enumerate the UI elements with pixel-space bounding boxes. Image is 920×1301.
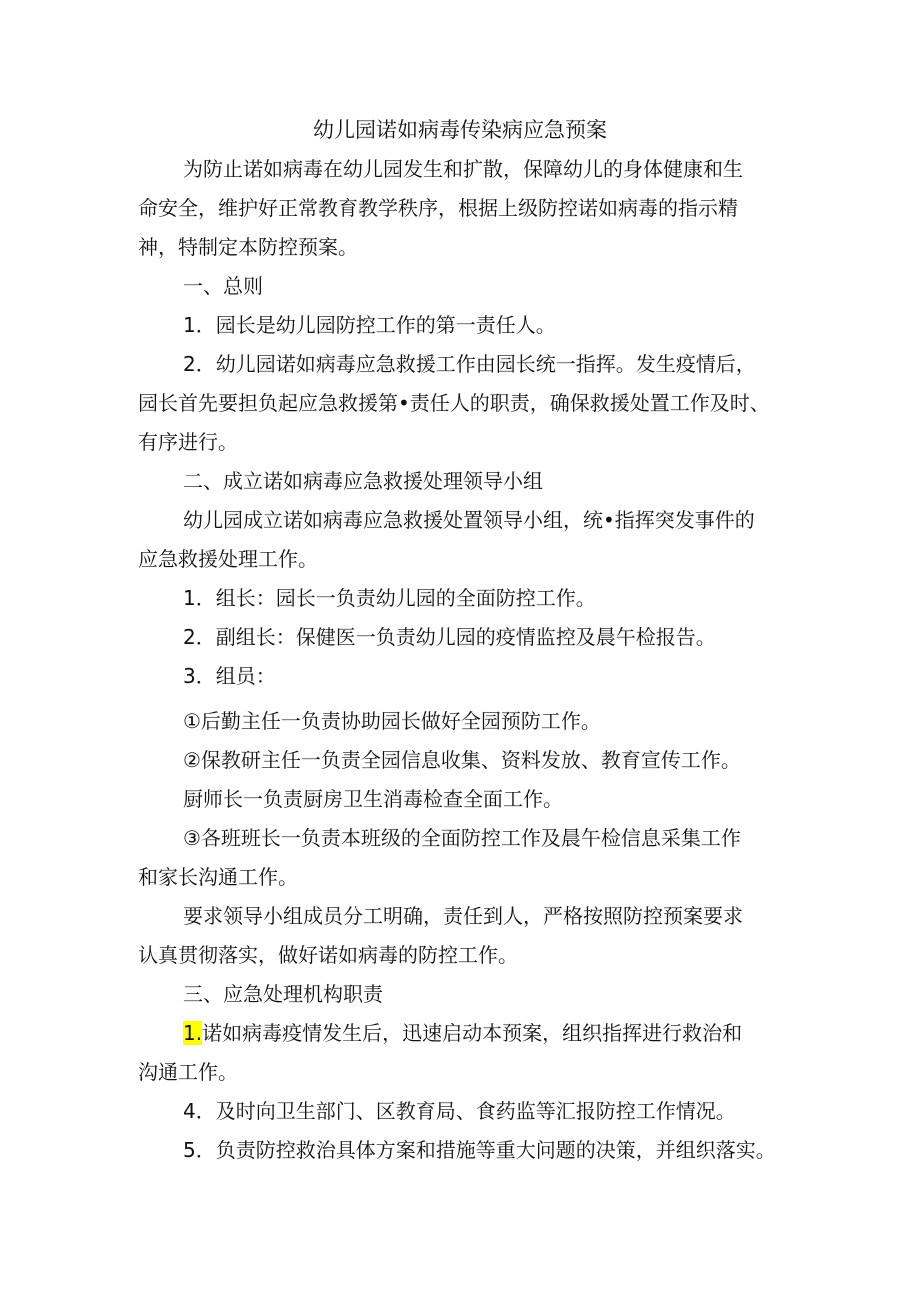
list-item: [183, 1019, 742, 1047]
paragraph-line: 命安全，维护好正常教育教学秩序，根据上级防控诺如病毒的指示精: [138, 196, 738, 220]
list-item: 1．园长是幼儿园防控工作的第一责任人。: [183, 313, 556, 337]
paragraph-line: 有序进行。: [138, 430, 238, 454]
paragraph-line: 为防止诺如病毒在幼儿园发生和扩散，保障幼儿的身体健康和生: [183, 157, 743, 181]
list-item: 厨师长一负责厨房卫生消毒检查全面工作。: [183, 787, 563, 811]
list-item-text: 诺如病毒疫情发生后，迅速启动本预案，组织指挥进行救治和: [202, 1021, 743, 1045]
list-item: ①后勤主任一负责协助园长做好全园预防工作。: [183, 709, 601, 733]
list-item: ③各班班长一负责本班级的全面防控工作及晨午检信息采集工作: [183, 826, 741, 850]
paragraph-line: 神，特制定本防控预案。: [138, 235, 358, 259]
section-heading: 二、成立诺如病毒应急救援处理领导小组: [183, 469, 543, 493]
paragraph-line: 认真贯彻落实，做好诺如病毒的防控工作。: [138, 943, 518, 967]
section-heading: 三、应急处理机构职责: [183, 982, 383, 1006]
paragraph-line: 沟通工作。: [138, 1060, 238, 1084]
list-item: 2．幼儿园诺如病毒应急救援工作由园长统一指挥。发生疫情后，: [183, 352, 756, 376]
section-heading: 一、总则: [183, 274, 263, 298]
paragraph-line: 和家长沟通工作。: [138, 865, 298, 889]
paragraph-line: 幼儿园成立诺如病毒应急救援处置领导小组，统•指挥突发事件的: [183, 508, 755, 532]
list-item: 2．副组长：保健医一负责幼儿园的疫情监控及晨午检报告。: [183, 625, 716, 649]
paragraph-line: 园长首先要担负起应急救援第•责任人的职责，确保救援处置工作及时、: [138, 391, 770, 415]
document-title: 幼儿园诺如病毒传染病应急预案: [313, 118, 607, 142]
list-item: 1．组长：园长一负责幼儿园的全面防控工作。: [183, 586, 596, 610]
paragraph-line: 要求领导小组成员分工明确，责任到人，严格按照防控预案要求: [183, 904, 743, 928]
highlighted-number: 1.: [183, 1021, 203, 1045]
paragraph-line: 应急救援处理工作。: [138, 547, 318, 571]
list-item: ②保教研主任一负责全园信息收集、资料发放、教育宣传工作。: [183, 748, 741, 772]
list-item: 3．组员：: [183, 664, 276, 688]
list-item: 4．及时向卫生部门、区教育局、食药监等汇报防控工作情况。: [183, 1099, 736, 1123]
list-item: 5．负责防控救治具体方案和措施等重大问题的决策，并组织落实。: [183, 1138, 776, 1162]
